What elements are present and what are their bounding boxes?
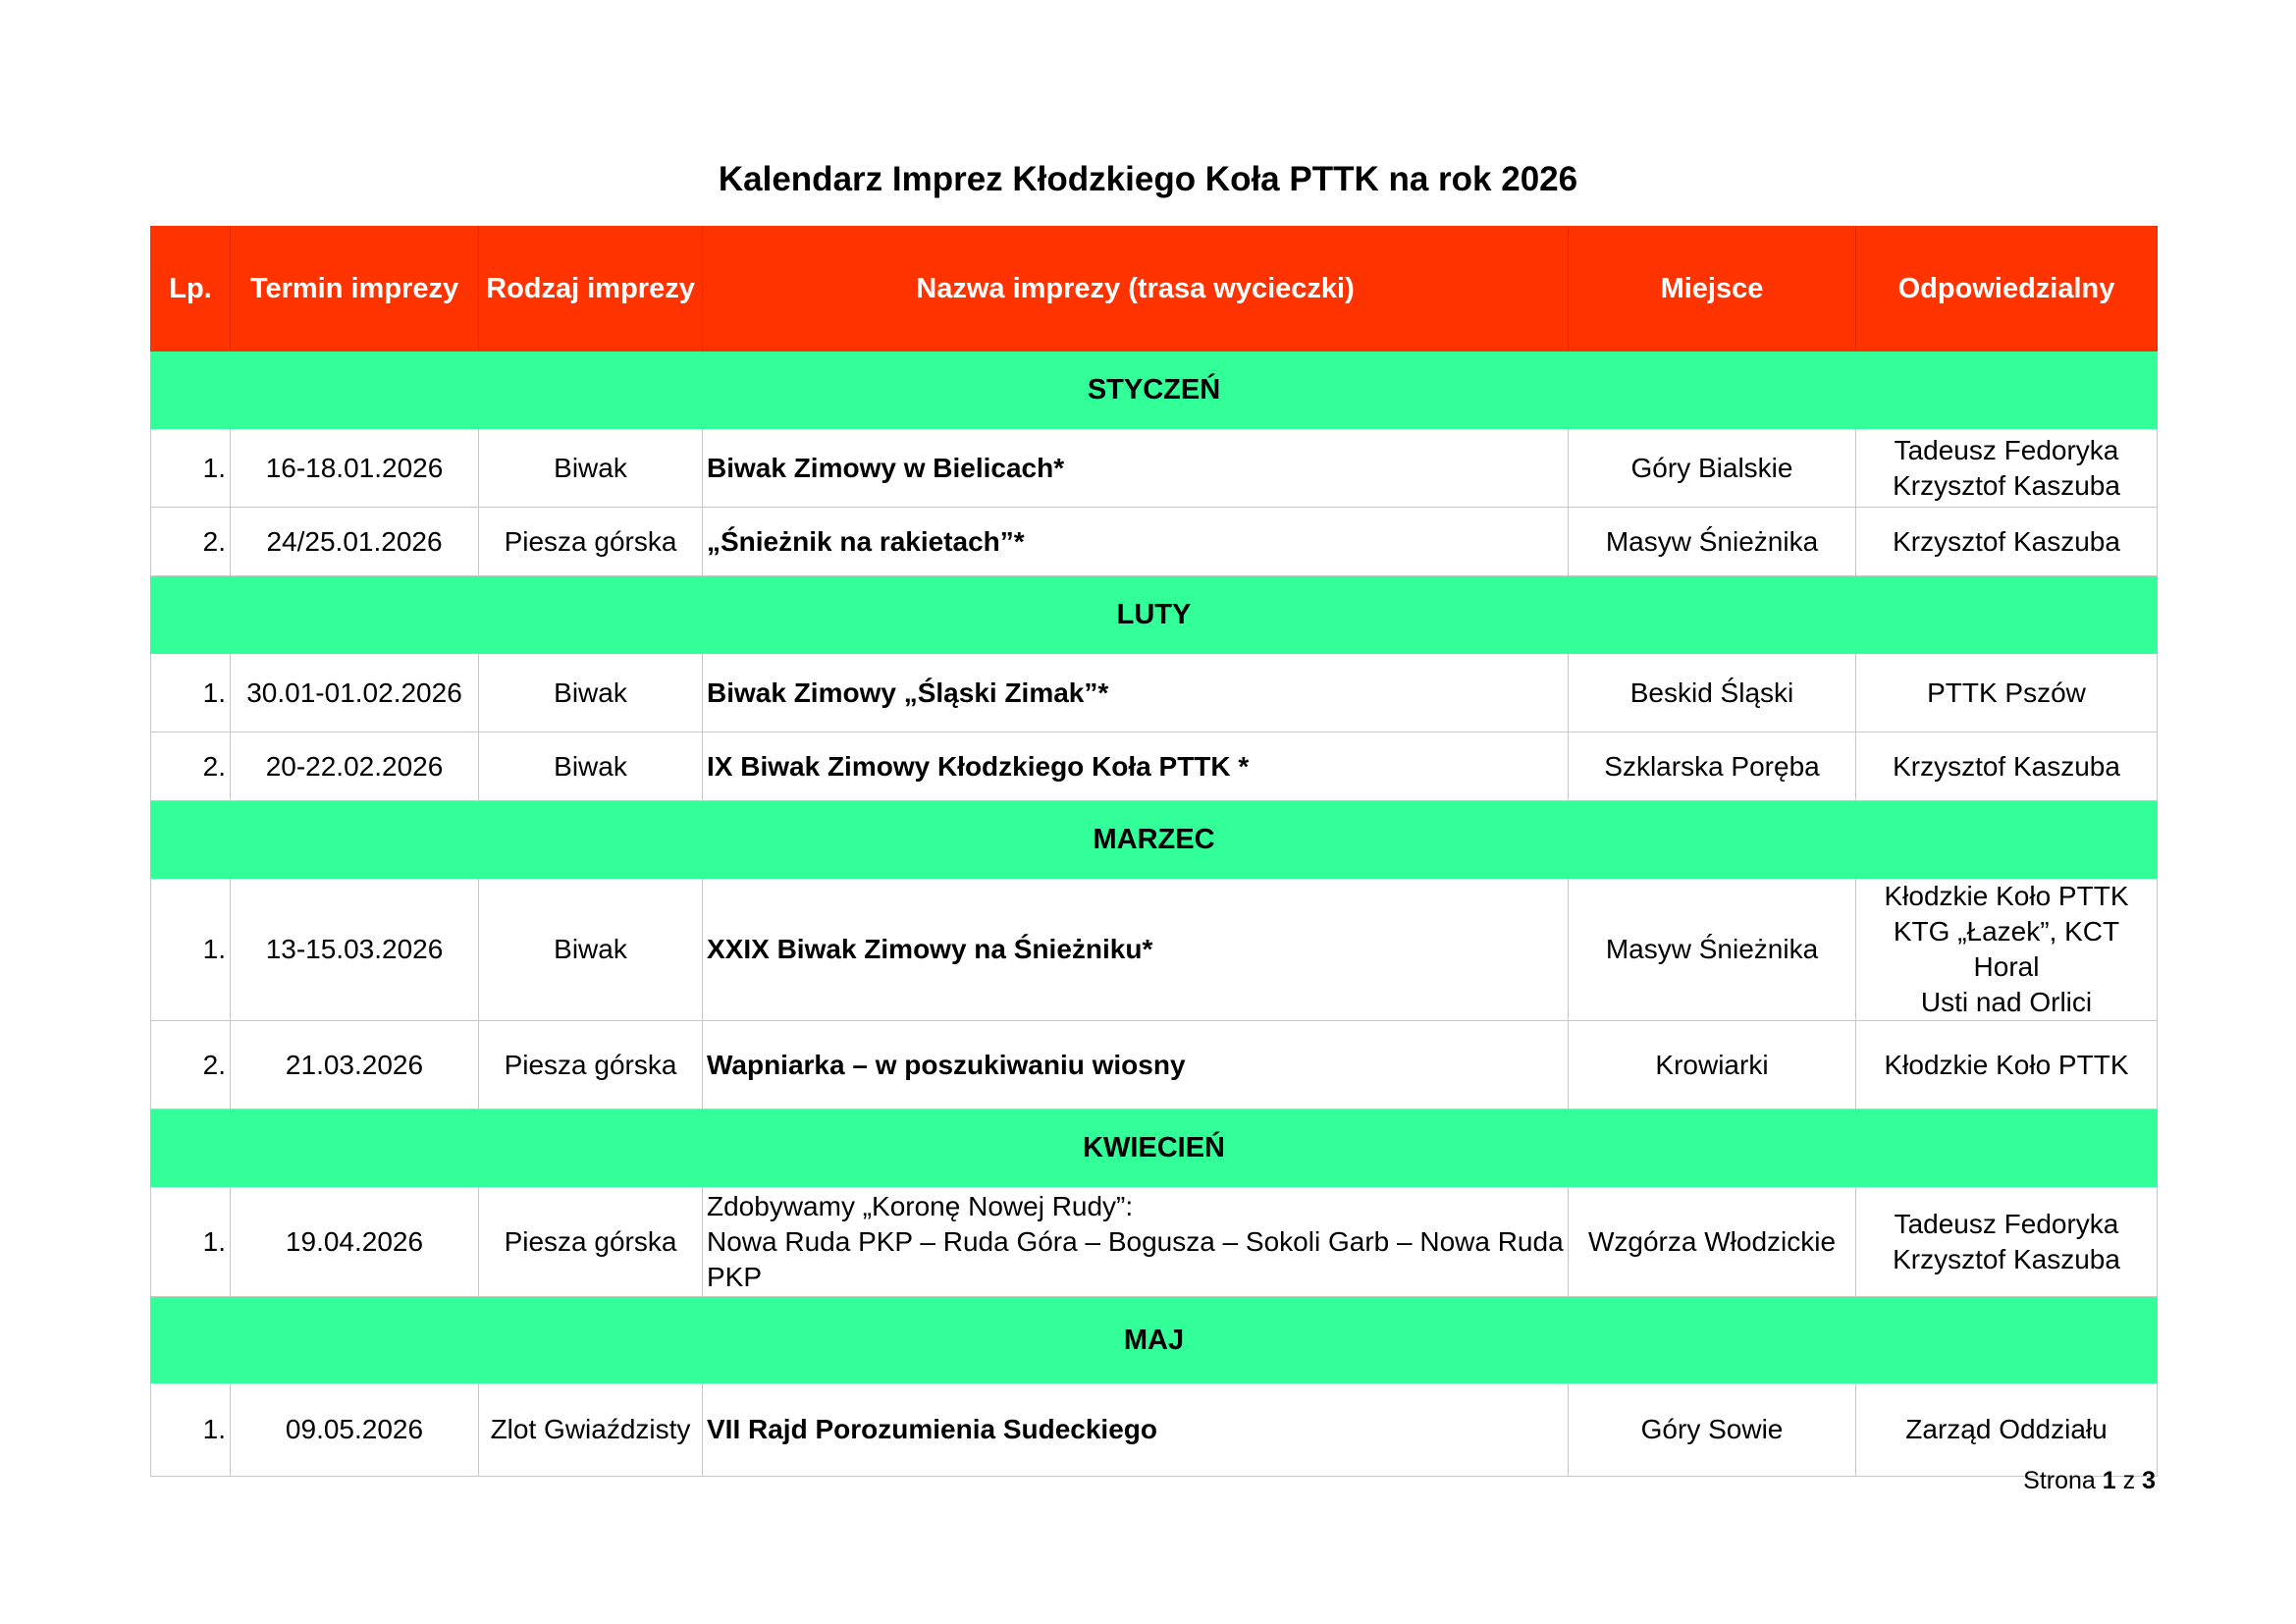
row-lp: 1. <box>151 654 231 732</box>
odp-line: Krzysztof Kaszuba <box>1893 469 2120 501</box>
row-termin: 09.05.2026 <box>231 1383 479 1477</box>
page-footer <box>2023 1467 2156 1495</box>
table-row <box>151 879 2158 1021</box>
row-lp: 1. <box>151 879 231 1021</box>
row-termin: 16-18.01.2026 <box>231 429 479 508</box>
row-nazwa: VII Rajd Porozumienia Sudeckiego <box>703 1383 1569 1477</box>
row-odpowiedzialny: Kłodzkie Koło PTTK <box>1856 1021 2158 1110</box>
row-termin: 21.03.2026 <box>231 1021 479 1110</box>
nazwa-line: Zdobywamy „Koronę Nowej Rudy”: <box>707 1190 1134 1221</box>
row-miejsce: Szklarska Poręba <box>1569 732 1856 801</box>
row-miejsce: Masyw Śnieżnika <box>1569 508 1856 576</box>
row-rodzaj: Biwak <box>479 654 703 732</box>
month-row-kwiecien <box>151 1110 2158 1187</box>
header-rodzaj: Rodzaj imprezy <box>479 227 703 352</box>
month-row-styczen <box>151 352 2158 429</box>
row-odpowiedzialny: Zarząd Oddziału <box>1856 1383 2158 1477</box>
table-row <box>151 508 2158 576</box>
page-title: Kalendarz Imprez Kłodzkiego Koła PTTK na rok 2026 <box>718 160 1578 198</box>
month-label: KWIECIEŃ <box>151 1110 2158 1187</box>
table-row <box>151 429 2158 508</box>
row-termin: 19.04.2026 <box>231 1187 479 1297</box>
odp-line: Krzysztof Kaszuba <box>1893 1243 2120 1274</box>
row-rodzaj: Biwak <box>479 879 703 1021</box>
footer-page: 1 <box>2102 1467 2116 1494</box>
row-lp: 1. <box>151 429 231 508</box>
header-lp: Lp. <box>151 227 231 352</box>
odp-line: Tadeusz Fedoryka <box>1894 1208 2119 1239</box>
month-label: MARZEC <box>151 801 2158 879</box>
table-row <box>151 654 2158 732</box>
odp-line: Usti nad Orlici <box>1920 987 2093 1017</box>
row-rodzaj: Biwak <box>479 732 703 801</box>
footer-prefix: Strona <box>2023 1467 2096 1494</box>
nazwa-line: Nowa Ruda PKP – Ruda Góra – Bogusza – Sokoli Garb – Nowa Ruda PKP <box>707 1225 1564 1292</box>
odp-line: Tadeusz Fedoryka <box>1894 434 2119 465</box>
month-row-luty <box>151 576 2158 654</box>
month-label: STYCZEŃ <box>151 352 2158 429</box>
row-lp: 2. <box>151 732 231 801</box>
month-label: MAJ <box>151 1297 2158 1383</box>
table-row <box>151 732 2158 801</box>
row-rodzaj: Zlot Gwiaździsty <box>479 1383 703 1477</box>
row-lp: 2. <box>151 508 231 576</box>
row-odpowiedzialny <box>1856 1187 2158 1297</box>
row-rodzaj: Piesza górska <box>479 1021 703 1110</box>
row-rodzaj: Biwak <box>479 429 703 508</box>
row-rodzaj: Piesza górska <box>479 1187 703 1297</box>
footer-sep: z <box>2122 1467 2136 1494</box>
row-nazwa: Biwak Zimowy w Bielicach* <box>703 429 1569 508</box>
table-row <box>151 1187 2158 1297</box>
row-lp: 1. <box>151 1187 231 1297</box>
month-label: LUTY <box>151 576 2158 654</box>
row-termin: 20-22.02.2026 <box>231 732 479 801</box>
row-odpowiedzialny: Krzysztof Kaszuba <box>1856 508 2158 576</box>
row-termin: 24/25.01.2026 <box>231 508 479 576</box>
header-miejsce: Miejsce <box>1569 227 1856 352</box>
table-row <box>151 1021 2158 1110</box>
row-rodzaj: Piesza górska <box>479 508 703 576</box>
row-lp: 1. <box>151 1383 231 1477</box>
row-nazwa <box>703 1187 1569 1297</box>
row-lp: 2. <box>151 1021 231 1110</box>
row-miejsce: Beskid Śląski <box>1569 654 1856 732</box>
row-odpowiedzialny <box>1856 879 2158 1021</box>
row-termin: 30.01-01.02.2026 <box>231 654 479 732</box>
row-nazwa: Biwak Zimowy „Śląski Zimak”* <box>703 654 1569 732</box>
row-odpowiedzialny: PTTK Pszów <box>1856 654 2158 732</box>
odp-line: Kłodzkie Koło PTTK <box>1884 881 2129 911</box>
header-odpowiedzialny: Odpowiedzialny <box>1856 227 2158 352</box>
row-odpowiedzialny <box>1856 429 2158 508</box>
month-row-maj <box>151 1297 2158 1383</box>
month-row-marzec <box>151 801 2158 879</box>
odp-line: KTG „Łazek”, KCT Horal <box>1893 916 2120 982</box>
header-termin: Termin imprezy <box>231 227 479 352</box>
row-miejsce: Wzgórza Włodzickie <box>1569 1187 1856 1297</box>
row-miejsce: Góry Bialskie <box>1569 429 1856 508</box>
row-miejsce: Masyw Śnieżnika <box>1569 879 1856 1021</box>
row-nazwa: Wapniarka – w poszukiwaniu wiosny <box>703 1021 1569 1110</box>
row-nazwa: „Śnieżnik na rakietach”* <box>703 508 1569 576</box>
row-odpowiedzialny: Krzysztof Kaszuba <box>1856 732 2158 801</box>
row-termin: 13-15.03.2026 <box>231 879 479 1021</box>
table-header-row <box>151 227 2158 352</box>
row-nazwa: XXIX Biwak Zimowy na Śnieżniku* <box>703 879 1569 1021</box>
header-nazwa: Nazwa imprezy (trasa wycieczki) <box>703 227 1569 352</box>
row-nazwa: IX Biwak Zimowy Kłodzkiego Koła PTTK * <box>703 732 1569 801</box>
events-table <box>150 226 2158 1477</box>
footer-total: 3 <box>2142 1467 2156 1494</box>
row-miejsce: Krowiarki <box>1569 1021 1856 1110</box>
table-row <box>151 1383 2158 1477</box>
row-miejsce: Góry Sowie <box>1569 1383 1856 1477</box>
